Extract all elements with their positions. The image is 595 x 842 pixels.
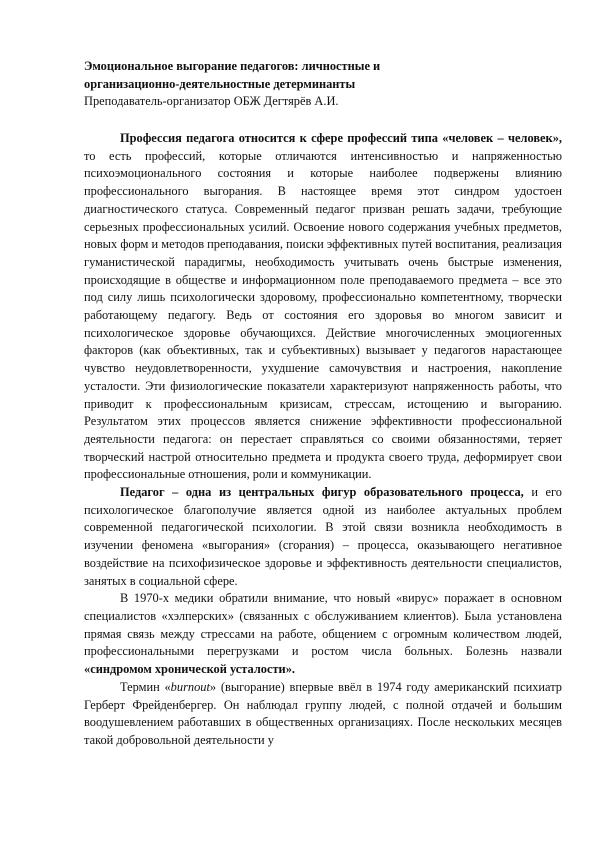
paragraph-4-term: burnout — [170, 679, 210, 694]
paragraph-4-text-after: » (выгорание) впервые ввёл в 1974 году американский психиатр Герберт Фрейденбергер. Он наблюдал группу людей, с полной отдачей и большим воодушевлением работавших в общественных организациях. После нескольких месяцев такой добровольной деятельности у — [84, 679, 562, 747]
title-line-1: Эмоциональное выгорание педагогов: личностные и — [84, 59, 381, 73]
paragraph-3-text: В 1970-х медики обратили внимание, что новый «вирус» поражает в основном специалистов «хэлперских» (связанных с обслуживанием клиентов). Была установлена прямая связь между стрессами на работе, общением с огромным количеством людей, профессиональными перегрузками и ростом числа больных. Болезнь назвали — [84, 591, 562, 659]
paragraph-1-lead: Профессия педагога относится к сфере профессий типа «человек – человек», — [120, 131, 562, 145]
author-line: Преподаватель-организатор ОБЖ Дегтярёв А.И. — [84, 94, 339, 108]
paragraph-3-bold-quote: «синдромом хронической усталости». — [84, 662, 295, 677]
paragraph-1-text: то есть профессий, которые отличаются интенсивностью и напряженностью психоэмоционального состояния и которые наиболее подвержены влиянию профессионального выгорания. В настоящее время этот синдром удостоен диагностического статуса. Современный педагог призван решать задачи, требующие серьезных профессиональных усилий. Освоение нового содержания учебных предметов, новых форм и методов преподавания, поиски эффективных путей воспитания, реализация гуманистической парадигмы, необходимость учитывать очень быстрые изменения, происходящие в обществе и информационном поле преподаваемого предмета – все это под силу лишь психологически здоровому, профессионально компетентному, творчески работающему педагогу. Ведь от состояния его здоровья во многом зависит и психологическое здоровье обучающихся. Действие многочисленных эмоциогенных факторов (как объективных, так и субъективных) вызывает у педагогов нарастающее чувство неудовлетворенности, ухудшение самочувствия и настроения, накопление усталости. Эти физиологические показатели характеризуют напряженность работы, что приводит к профессиональным кризисам, стрессам, истощению и выгоранию. Результатом этих процессов является снижение эффективности профессиональной деятельности педагога: он перестает справляться со своими обязанностями, теряет творческий настрой относительно предмета и продукта своего труда, деформирует свои профессиональные отношения, роли и коммуникации. — [84, 148, 562, 482]
paragraph-2-lead: Педагог – одна из центральных фигур образовательного процесса, — [120, 485, 524, 500]
paragraph-2-text: и его психологическое благополучие является одной из наиболее актуальных проблем современной педагогической психологии. В этой связи возникла необходимость в изучении феномена «выгорания» (сгорания) – процесса, оказывающего негативное воздействие на психофизическое здоровье и эффективность деятельности специалистов, занятых в социальной сфере. — [84, 485, 562, 588]
title-line-2: организационно-деятельностные детерминанты — [84, 76, 356, 91]
document-header — [84, 58, 554, 111]
paragraph-4-text-before: Термин « — [120, 679, 171, 694]
document-body — [84, 130, 562, 750]
paragraph-2 — [84, 484, 562, 590]
paragraph-4 — [84, 679, 562, 750]
paragraph-1 — [84, 130, 562, 484]
paragraph-3 — [84, 590, 562, 679]
